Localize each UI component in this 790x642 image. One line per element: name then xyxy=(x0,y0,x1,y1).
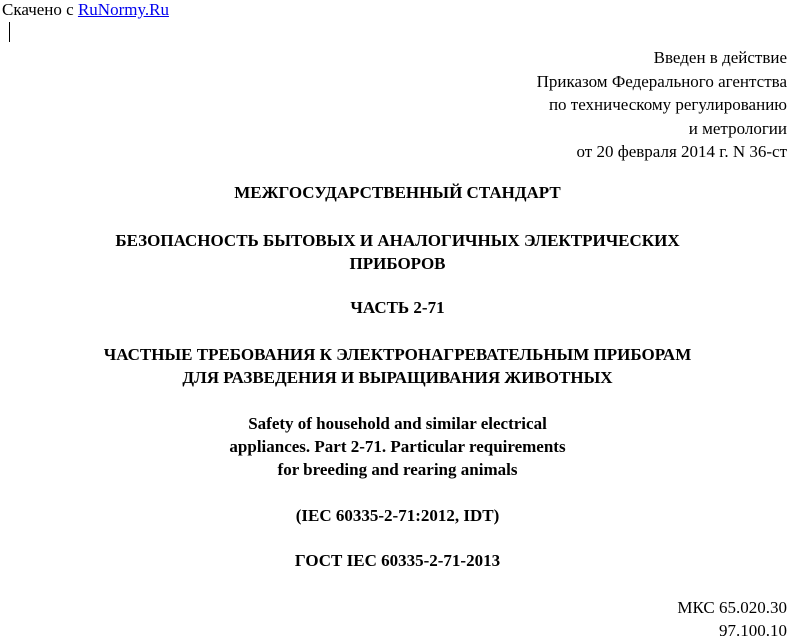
document-title-line: ПРИБОРОВ xyxy=(349,254,446,273)
document-subtitle-line: ДЛЯ РАЗВЕДЕНИЯ И ВЫРАЩИВАНИЯ ЖИВОТНЫХ xyxy=(182,368,613,387)
approval-line: по техническому регулированию xyxy=(548,95,787,114)
approval-line: от 20 февраля 2014 г. N 36-ст xyxy=(576,142,787,161)
source-prefix: Скачено с xyxy=(2,0,78,19)
document-title xyxy=(0,229,790,275)
iec-reference: (IEC 60335-2-71:2012, IDT) xyxy=(295,506,500,525)
text-cursor xyxy=(9,22,10,42)
classification-code: МКС 65.020.30 xyxy=(677,598,787,617)
classification-code: 97.100.10 xyxy=(719,621,787,640)
document-subtitle-line: ЧАСТНЫЕ ТРЕБОВАНИЯ К ЭЛЕКТРОНАГРЕВАТЕЛЬНЫМ ПРИБОРАМ xyxy=(103,345,692,364)
source-link[interactable]: RuNormy.Ru xyxy=(77,0,169,19)
classification-codes xyxy=(677,596,787,642)
gost-designation: ГОСТ IEC 60335-2-71-2013 xyxy=(294,551,501,570)
english-title-line: Safety of household and similar electrical xyxy=(248,414,547,433)
approval-line: Приказом Федерального агентства xyxy=(536,71,787,91)
approval-line: Введен в действие xyxy=(653,48,787,67)
english-title-line: for breeding and rearing animals xyxy=(277,460,518,479)
document-subtitle xyxy=(0,343,790,389)
part-heading: ЧАСТЬ 2-71 xyxy=(350,298,445,317)
approval-line: и метрологии xyxy=(688,118,787,138)
english-title-line: appliances. Part 2-71. Particular requirements xyxy=(229,437,566,456)
english-title xyxy=(0,412,790,481)
document-title-line: БЕЗОПАСНОСТЬ БЫТОВЫХ И АНАЛОГИЧНЫХ ЭЛЕКТРИЧЕСКИХ xyxy=(115,231,680,250)
standard-type-heading: МЕЖГОСУДАРСТВЕННЫЙ СТАНДАРТ xyxy=(234,183,561,202)
approval-block xyxy=(537,46,787,164)
source-line xyxy=(2,0,169,20)
